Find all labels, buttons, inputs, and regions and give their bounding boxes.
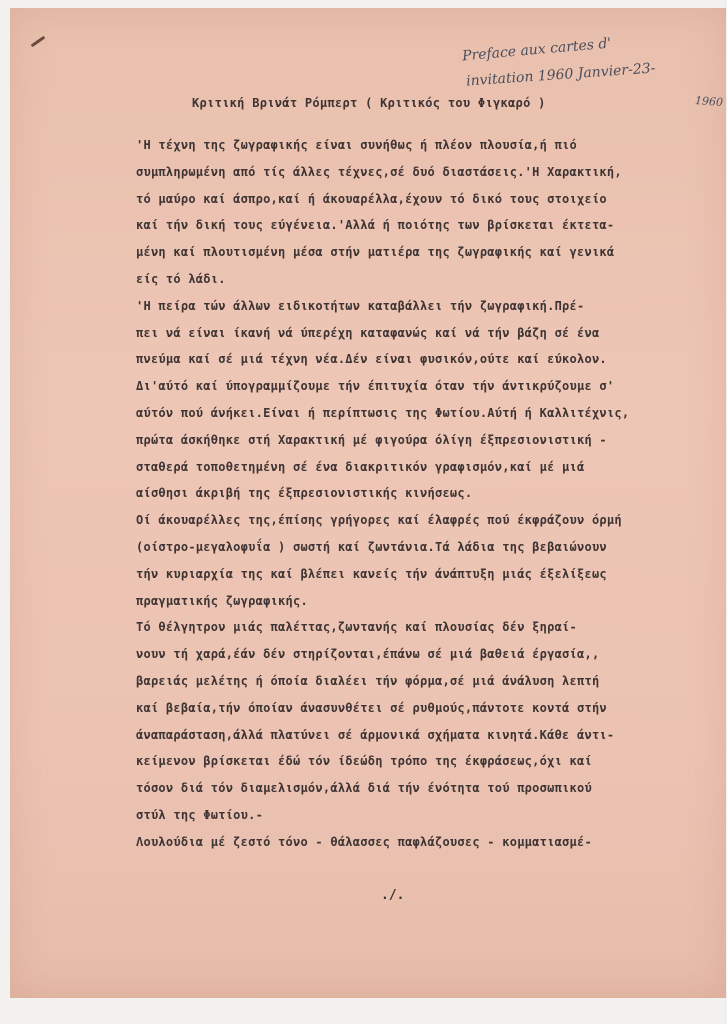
- text-line: Οί άκουαρέλλες της,έπίσης γρήγορες καί έλαφρές πού έκφράζουν όρμή: [136, 513, 622, 528]
- text-line: πραγματικής ζωγραφικής.: [136, 593, 308, 608]
- text-line: τήν κυριαρχία της καί βλέπει κανείς τήν άνάπτυξη μιάς έξελίξεως: [136, 566, 607, 581]
- text-line: τόσον διά τόν διαμελισμόν,άλλά διά τήν ένότητα τού προσωπικού: [136, 781, 592, 796]
- text-line: μένη καί πλουτισμένη μέσα στήν ματιέρα της ζωγραφικής καί γενικά: [136, 245, 615, 260]
- text-line: Λουλούδια μέ ζεστό τόνο - θάλασσες παφλάζουσες - κομματιασμέ-: [136, 834, 592, 849]
- document-body: [136, 130, 726, 856]
- text-line: σταθερά τοποθετημένη σέ ένα διακριτικόν γραφισμόν,καί μέ μιά: [136, 459, 585, 474]
- text-line: Τό θέλγητρον μιάς παλέττας,ζωντανής καί πλουσίας δέν ξηραί-: [136, 620, 578, 635]
- text-line: αύτόν πού άνήκει.Είναι ή περίπτωσις της Φωτίου.Αύτή ή Καλλιτέχνις,: [136, 405, 630, 420]
- document-title: Κριτική Βρινάτ Ρόμπερτ ( Κριτικός του Φιγκαρό ): [192, 96, 546, 110]
- text-line: κείμενον βρίσκεται έδώ τόν ίδεώδη τρόπο της έκφράσεως,όχι καί: [136, 754, 592, 769]
- text-line: νουν τή χαρά,έάν δέν στηρίζονται,έπάνω σέ μιά βαθειά έργασία,,: [136, 647, 600, 662]
- handwritten-annotation-line-3: 1960: [694, 94, 724, 109]
- text-line: τό μαύρο καί άσπρο,καί ή άκουαρέλλα,έχουν τό δικό τους στοιχείο: [136, 191, 607, 206]
- text-line: στύλ της Φωτίου.-: [136, 807, 264, 822]
- text-line: 'Η πείρα τών άλλων ειδικοτήτων καταβάλλει τήν ζωγραφική.Πρέ-: [136, 298, 585, 313]
- text-line: καί τήν δική τους εύγένεια.'Αλλά ή ποιότης των βρίσκεται έκτετα-: [136, 218, 615, 233]
- text-line: βαρειάς μελέτης ή όποία διαλέει τήν φόρμα,σέ μιά άνάλυση λεπτή: [136, 673, 600, 688]
- text-line: (οίστρο-μεγαλοφυΐα ) σωστή καί ζωντάνια.Τά λάδια της βεβαιώνουν: [136, 539, 607, 554]
- text-line: πνεύμα καί σέ μιά τέχνη νέα.Δέν είναι φυσικόν,ούτε καί εύκολον.: [136, 352, 607, 367]
- text-line: είς τό λάδι.: [136, 271, 226, 286]
- text-line: καί βεβαία,τήν όποίαν άνασυνθέτει σέ ρυθμούς,πάντοτε κοντά στήν: [136, 700, 607, 715]
- handwritten-annotation-line-2: invitation 1960 Janvier-23-: [465, 60, 656, 90]
- handwritten-annotation-line-1: Preface aux cartes d': [461, 35, 612, 65]
- continuation-marker: ./.: [381, 888, 405, 903]
- text-line: συμπληρωμένη από τίς άλλες τέχνες,σέ δυό διαστάσεις.'Η Χαρακτική,: [136, 164, 622, 179]
- document-page: [10, 8, 726, 998]
- text-line: άναπαράσταση,άλλά πλατύνει σέ άρμονικά σχήματα κινητά.Κάθε άντι-: [136, 727, 615, 742]
- text-line: Δι'αύτό καί ύπογραμμίζουμε τήν έπιτυχία όταν τήν άντικρύζουμε σ': [136, 379, 615, 394]
- ink-mark: [31, 36, 46, 48]
- text-line: πρώτα άσκήθηκε στή Χαρακτική μέ φιγούρα όλίγη έξπρεσιονιστική -: [136, 432, 607, 447]
- text-line: 'Η τέχνη της ζωγραφικής είναι συνήθως ή πλέον πλουσία,ή πιό: [136, 138, 578, 152]
- text-line: αίσθησι άκριβή της έξπρεσιονιστικής κινήσεως.: [136, 486, 473, 501]
- text-line: πει νά είναι ίκανή νά ύπερέχη καταφανώς καί νά τήν βάζη σέ ένα: [136, 325, 600, 340]
